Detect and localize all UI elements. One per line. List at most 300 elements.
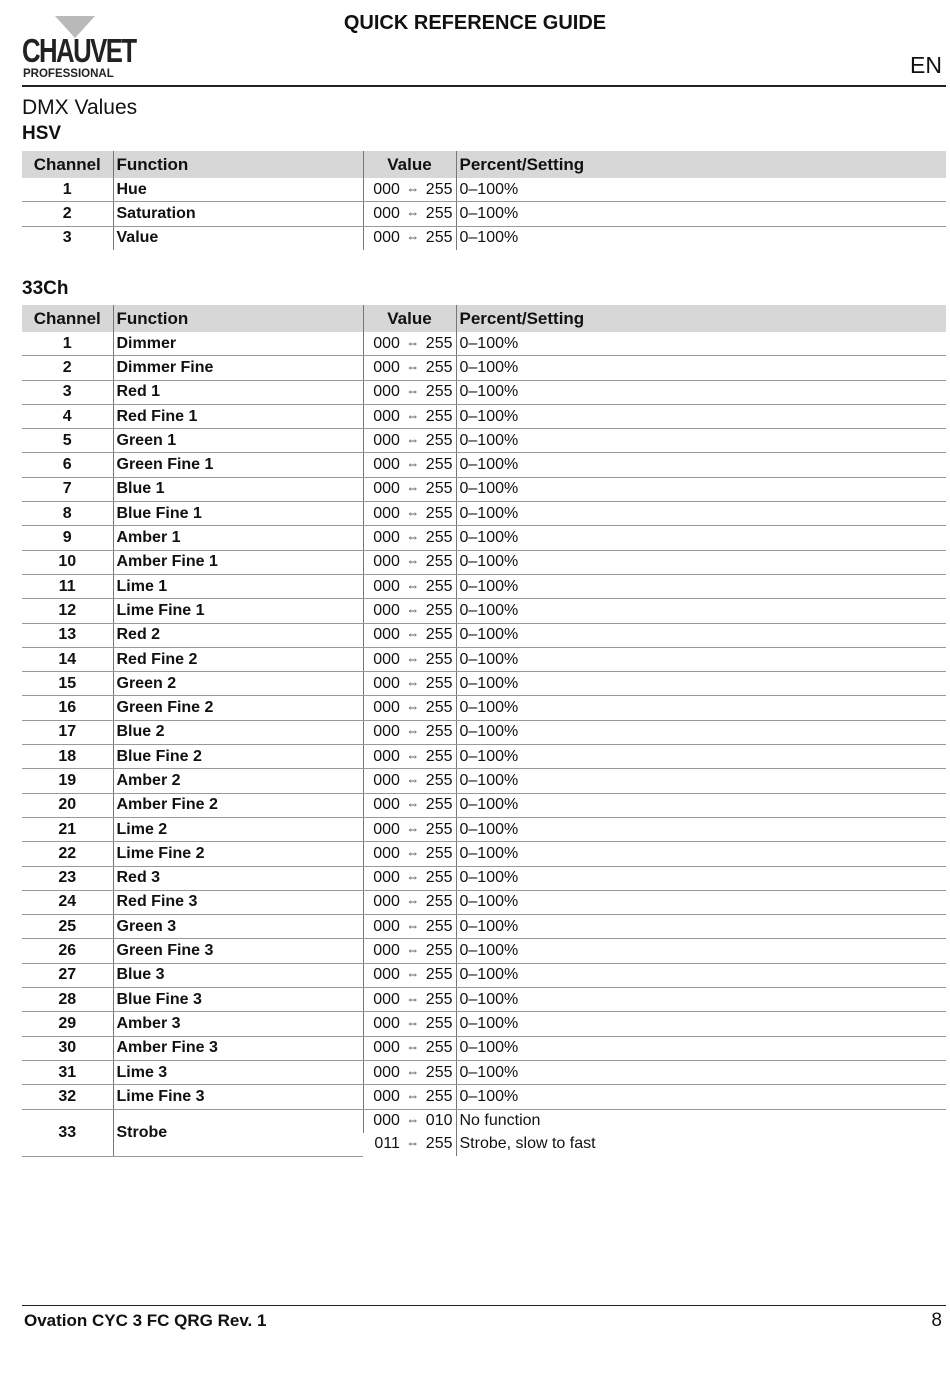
table-row	[22, 1036, 946, 1060]
function-cell: Saturation	[113, 202, 363, 226]
channel-cell: 3	[62, 229, 72, 247]
table-row	[22, 599, 946, 623]
function-cell: Green Fine 2	[113, 696, 363, 720]
channel-cell: 21	[22, 817, 113, 841]
setting-cell: 0–100%	[456, 817, 946, 841]
setting-cell: 0–100%	[456, 332, 946, 356]
function-header: Function	[113, 151, 363, 178]
function-cell: Blue 1	[113, 477, 363, 501]
range-from: 000	[373, 601, 400, 619]
range-arrow-icon: ⇔	[406, 893, 420, 909]
range-arrow-icon: ⇔	[406, 383, 420, 399]
value-range-cell	[363, 842, 456, 866]
value-range-cell	[363, 1085, 456, 1109]
channel-cell: 2	[22, 202, 113, 226]
range-from: 000	[373, 820, 400, 838]
value-range-cell	[363, 1109, 456, 1133]
value-range-cell	[363, 502, 456, 526]
range-from: 000	[373, 480, 400, 498]
channel-cell: 11	[22, 574, 113, 598]
range-arrow-icon: ⇔	[406, 723, 420, 739]
channel-cell: 8	[22, 502, 113, 526]
range-arrow-icon: ⇔	[406, 204, 420, 220]
hsv-title: HSV	[22, 123, 62, 144]
value-range-cell	[363, 226, 456, 250]
range-to: 255	[425, 1039, 453, 1057]
range-to: 255	[425, 917, 453, 935]
setting-cell: 0–100%	[456, 793, 946, 817]
function-cell: Green Fine 1	[113, 453, 363, 477]
range-arrow-icon: ⇔	[406, 407, 420, 423]
setting-cell: 0–100%	[456, 769, 946, 793]
range-from: 000	[373, 553, 400, 571]
setting-cell: 0–100%	[456, 477, 946, 501]
channel-cell: 4	[22, 404, 113, 428]
range-from: 000	[373, 674, 400, 692]
function-header: Function	[113, 305, 363, 332]
range-to: 255	[425, 529, 453, 547]
table-row	[22, 988, 946, 1012]
value-range-cell	[363, 453, 456, 477]
function-cell: Amber Fine 1	[113, 550, 363, 574]
value-range-cell	[363, 429, 456, 453]
table-row	[22, 647, 946, 671]
channel-cell: 12	[22, 599, 113, 623]
range-arrow-icon: ⇔	[406, 1039, 420, 1055]
channel-header: Channel	[22, 305, 113, 332]
channel-cell: 22	[22, 842, 113, 866]
function-cell: Blue Fine 1	[113, 502, 363, 526]
channel-cell: 30	[22, 1036, 113, 1060]
range-to: 010	[425, 1112, 453, 1130]
function-cell: Lime Fine 1	[113, 599, 363, 623]
table-row	[22, 769, 946, 793]
value-range-cell	[363, 988, 456, 1012]
range-to: 255	[425, 796, 453, 814]
range-arrow-icon: ⇔	[406, 1087, 420, 1103]
value-range-cell	[363, 477, 456, 501]
setting-cell: 0–100%	[456, 623, 946, 647]
value-range-cell	[363, 866, 456, 890]
function-cell: Blue 3	[113, 963, 363, 987]
range-from: 000	[373, 747, 400, 765]
table-row	[22, 720, 946, 744]
function-cell: Amber 1	[113, 526, 363, 550]
range-from: 000	[373, 626, 400, 644]
value-range-cell	[363, 178, 456, 202]
range-from: 000	[373, 990, 400, 1008]
function-cell: Amber 2	[113, 769, 363, 793]
value-range-cell	[363, 356, 456, 380]
range-arrow-icon: ⇔	[406, 699, 420, 715]
function-cell: Amber 3	[113, 1012, 363, 1036]
range-from: 000	[373, 723, 400, 741]
function-cell: Value	[113, 226, 363, 250]
range-to: 255	[425, 577, 453, 595]
table-row	[22, 623, 946, 647]
range-arrow-icon: ⇔	[406, 844, 420, 860]
channel-cell: 20	[22, 793, 113, 817]
range-from: 000	[373, 383, 400, 401]
range-to: 255	[425, 966, 453, 984]
value-range-cell	[363, 672, 456, 696]
range-to: 255	[425, 820, 453, 838]
function-cell: Amber Fine 3	[113, 1036, 363, 1060]
table-row	[22, 939, 946, 963]
range-arrow-icon: ⇔	[406, 577, 420, 593]
range-arrow-icon: ⇔	[406, 229, 420, 245]
range-from: 000	[373, 204, 400, 222]
range-arrow-icon: ⇔	[406, 917, 420, 933]
range-to: 255	[425, 229, 453, 247]
value-range-cell	[363, 915, 456, 939]
setting-cell: 0–100%	[456, 178, 946, 202]
channel-cell: 9	[22, 526, 113, 550]
range-to: 255	[425, 1063, 453, 1081]
function-cell: Green Fine 3	[113, 939, 363, 963]
value-range-cell	[363, 1036, 456, 1060]
value-range-cell	[363, 696, 456, 720]
channel-cell: 17	[22, 720, 113, 744]
channel-cell: 23	[22, 866, 113, 890]
range-to: 255	[425, 990, 453, 1008]
setting-cell: 0–100%	[456, 647, 946, 671]
range-from: 011	[374, 1135, 400, 1153]
table-row	[22, 453, 946, 477]
range-arrow-icon: ⇔	[406, 358, 420, 374]
hsv-table-body	[22, 178, 946, 250]
function-cell: Green 1	[113, 429, 363, 453]
table-row	[22, 696, 946, 720]
setting-cell: 0–100%	[456, 404, 946, 428]
range-arrow-icon: ⇔	[406, 626, 420, 642]
range-arrow-icon: ⇔	[406, 480, 420, 496]
table-row	[22, 793, 946, 817]
function-cell: Lime 2	[113, 817, 363, 841]
range-to: 255	[425, 407, 453, 425]
channel-cell: 18	[22, 745, 113, 769]
range-arrow-icon: ⇔	[406, 1063, 420, 1079]
table-row	[22, 1085, 946, 1109]
range-from: 000	[373, 431, 400, 449]
range-to: 255	[425, 1135, 453, 1153]
function-cell: Red 1	[113, 380, 363, 404]
setting-cell: No function	[456, 1109, 946, 1133]
function-cell: Hue	[113, 178, 363, 202]
range-to: 255	[425, 204, 453, 222]
function-cell: Red Fine 3	[113, 890, 363, 914]
range-from: 000	[373, 1063, 400, 1081]
setting-cell: 0–100%	[456, 1012, 946, 1036]
range-arrow-icon: ⇔	[406, 796, 420, 812]
footer-divider	[22, 1305, 946, 1306]
channel-cell: 27	[22, 963, 113, 987]
table-row	[22, 1060, 946, 1084]
range-to: 255	[425, 601, 453, 619]
range-from: 000	[373, 407, 400, 425]
range-arrow-icon: ⇔	[406, 553, 420, 569]
value-range-cell	[363, 332, 456, 356]
range-from: 000	[373, 180, 400, 198]
setting-cell: 0–100%	[456, 696, 946, 720]
range-arrow-icon: ⇔	[406, 869, 420, 885]
setting-cell: 0–100%	[456, 866, 946, 890]
function-cell: Blue Fine 2	[113, 745, 363, 769]
range-to: 255	[425, 358, 453, 376]
function-cell: Dimmer	[113, 332, 363, 356]
value-range-cell	[363, 963, 456, 987]
range-from: 000	[373, 893, 400, 911]
setting-cell: 0–100%	[456, 356, 946, 380]
range-to: 255	[425, 480, 453, 498]
function-cell: Dimmer Fine	[113, 356, 363, 380]
range-arrow-icon: ⇔	[406, 771, 420, 787]
value-range-cell	[363, 202, 456, 226]
range-arrow-icon: ⇔	[406, 820, 420, 836]
range-from: 000	[373, 358, 400, 376]
setting-cell: 0–100%	[456, 939, 946, 963]
value-range-cell	[363, 720, 456, 744]
range-from: 000	[373, 334, 400, 352]
range-to: 255	[425, 1014, 453, 1032]
function-cell: Red Fine 1	[113, 404, 363, 428]
function-cell: Red Fine 2	[113, 647, 363, 671]
33ch-table	[22, 305, 946, 1157]
setting-cell: 0–100%	[456, 890, 946, 914]
percent-header: Percent/Setting	[456, 305, 946, 332]
range-to: 255	[425, 747, 453, 765]
range-from: 000	[373, 917, 400, 935]
function-cell: Blue 2	[113, 720, 363, 744]
setting-cell: 0–100%	[456, 1060, 946, 1084]
function-cell: Lime 3	[113, 1060, 363, 1084]
setting-cell: 0–100%	[456, 963, 946, 987]
value-range-cell	[363, 1133, 456, 1156]
range-to: 255	[425, 771, 453, 789]
range-from: 000	[373, 456, 400, 474]
channel-cell: 31	[22, 1060, 113, 1084]
range-arrow-icon: ⇔	[406, 1112, 420, 1128]
table-row	[22, 672, 946, 696]
setting-cell: 0–100%	[456, 502, 946, 526]
table-row	[22, 842, 946, 866]
setting-cell: 0–100%	[456, 842, 946, 866]
channel-cell: 16	[22, 696, 113, 720]
range-arrow-icon: ⇔	[406, 456, 420, 472]
range-to: 255	[425, 893, 453, 911]
range-arrow-icon: ⇔	[406, 1014, 420, 1030]
table-row	[22, 356, 946, 380]
setting-cell: 0–100%	[456, 202, 946, 226]
range-arrow-icon: ⇔	[406, 942, 420, 958]
range-arrow-icon: ⇔	[406, 650, 420, 666]
range-from: 000	[373, 529, 400, 547]
range-arrow-icon: ⇔	[406, 431, 420, 447]
value-range-cell	[363, 745, 456, 769]
table-row	[22, 404, 946, 428]
setting-cell: 0–100%	[456, 599, 946, 623]
table-row	[22, 178, 946, 202]
language-code: EN	[910, 52, 942, 78]
value-range-cell	[363, 647, 456, 671]
value-header: Value	[363, 151, 456, 178]
range-arrow-icon: ⇔	[406, 529, 420, 545]
setting-cell: 0–100%	[456, 672, 946, 696]
range-from: 000	[373, 771, 400, 789]
function-cell: Blue Fine 3	[113, 988, 363, 1012]
setting-cell: Strobe, slow to fast	[456, 1133, 946, 1156]
function-cell: Green 3	[113, 915, 363, 939]
33ch-table-body	[22, 332, 946, 1156]
document-name: Ovation CYC 3 FC QRG Rev. 1	[24, 1311, 267, 1330]
range-from: 000	[373, 1039, 400, 1057]
value-range-cell	[363, 817, 456, 841]
table-row	[22, 526, 946, 550]
range-arrow-icon: ⇔	[406, 334, 420, 350]
range-to: 255	[425, 180, 453, 198]
value-range-cell	[363, 623, 456, 647]
channel-cell: 2	[22, 356, 113, 380]
channel-cell: 3	[22, 380, 113, 404]
range-to: 255	[425, 844, 453, 862]
page-number: 8	[931, 1310, 942, 1331]
range-arrow-icon: ⇔	[406, 504, 420, 520]
range-to: 255	[425, 723, 453, 741]
value-range-cell	[363, 574, 456, 598]
value-range-cell	[363, 599, 456, 623]
range-arrow-icon: ⇔	[406, 966, 420, 982]
section-title: DMX Values	[22, 96, 138, 119]
table-header-row	[22, 151, 946, 178]
range-from: 000	[373, 650, 400, 668]
function-cell: Strobe	[113, 1109, 363, 1156]
function-cell: Lime Fine 3	[113, 1085, 363, 1109]
table-row	[22, 866, 946, 890]
range-to: 255	[425, 626, 453, 644]
range-from: 000	[373, 966, 400, 984]
setting-cell: 0–100%	[456, 1085, 946, 1109]
channel-cell: 28	[22, 988, 113, 1012]
channel-cell: 14	[22, 647, 113, 671]
range-arrow-icon: ⇔	[406, 1135, 420, 1151]
channel-cell: 15	[22, 672, 113, 696]
range-from: 000	[373, 1112, 400, 1130]
table-row	[22, 745, 946, 769]
channel-cell: 33	[22, 1109, 113, 1156]
range-to: 255	[425, 334, 453, 352]
channel-cell: 25	[22, 915, 113, 939]
logo-subtitle: PROFESSIONAL	[23, 68, 114, 80]
setting-cell: 0–100%	[456, 574, 946, 598]
table-row	[22, 574, 946, 598]
setting-cell: 0–100%	[456, 226, 946, 250]
channel-cell: 32	[22, 1085, 113, 1109]
function-cell: Lime 1	[113, 574, 363, 598]
table-row	[22, 1109, 946, 1133]
range-from: 000	[373, 796, 400, 814]
value-range-cell	[363, 1012, 456, 1036]
range-to: 255	[425, 942, 453, 960]
table-row	[22, 226, 946, 250]
channel-cell: 10	[22, 550, 113, 574]
table-row	[22, 550, 946, 574]
range-arrow-icon: ⇔	[406, 990, 420, 1006]
page-header-title: QUICK REFERENCE GUIDE	[343, 12, 607, 34]
function-cell: Red 3	[113, 866, 363, 890]
setting-cell: 0–100%	[456, 915, 946, 939]
channel-cell: 26	[22, 939, 113, 963]
hsv-table	[22, 151, 946, 250]
channel-cell: 1	[22, 178, 113, 202]
table-row	[22, 963, 946, 987]
channel-cell: 29	[22, 1012, 113, 1036]
range-to: 255	[425, 650, 453, 668]
value-range-cell	[363, 890, 456, 914]
setting-cell: 0–100%	[456, 453, 946, 477]
range-arrow-icon: ⇔	[406, 674, 420, 690]
table-row	[22, 1012, 946, 1036]
function-cell: Green 2	[113, 672, 363, 696]
channel-cell: 13	[22, 623, 113, 647]
setting-cell: 0–100%	[456, 380, 946, 404]
range-from: 000	[373, 504, 400, 522]
table-row	[22, 380, 946, 404]
percent-header: Percent/Setting	[456, 151, 946, 178]
value-range-cell	[363, 404, 456, 428]
channel-cell: 5	[22, 429, 113, 453]
range-to: 255	[425, 431, 453, 449]
range-from: 000	[373, 577, 400, 595]
setting-cell: 0–100%	[456, 720, 946, 744]
range-to: 255	[425, 456, 453, 474]
range-from: 000	[373, 1087, 400, 1105]
table-row	[22, 429, 946, 453]
setting-cell: 0–100%	[456, 526, 946, 550]
range-from: 000	[373, 699, 400, 717]
setting-cell: 0–100%	[456, 988, 946, 1012]
range-from: 000	[373, 844, 400, 862]
table-header-row	[22, 305, 946, 332]
value-range-cell	[363, 380, 456, 404]
channel-cell: 19	[22, 769, 113, 793]
function-cell: Red 2	[113, 623, 363, 647]
channel-header: Channel	[22, 151, 113, 178]
table-row	[22, 202, 946, 226]
range-to: 255	[425, 699, 453, 717]
range-from: 000	[373, 1014, 400, 1032]
range-to: 255	[425, 674, 453, 692]
table-row	[22, 477, 946, 501]
value-range-cell	[363, 939, 456, 963]
table-row	[22, 915, 946, 939]
value-header: Value	[363, 305, 456, 332]
setting-cell: 0–100%	[456, 429, 946, 453]
value-range-cell	[363, 1060, 456, 1084]
setting-cell: 0–100%	[456, 550, 946, 574]
channel-cell: 7	[22, 477, 113, 501]
range-arrow-icon: ⇔	[406, 180, 420, 196]
value-range-cell	[363, 769, 456, 793]
channel-cell: 6	[22, 453, 113, 477]
table-row	[22, 817, 946, 841]
range-arrow-icon: ⇔	[406, 747, 420, 763]
range-to: 255	[425, 553, 453, 571]
table-row	[22, 890, 946, 914]
setting-cell: 0–100%	[456, 745, 946, 769]
header-divider	[22, 85, 946, 87]
logo-wordmark: CHAUVET	[22, 32, 136, 69]
range-from: 000	[373, 942, 400, 960]
